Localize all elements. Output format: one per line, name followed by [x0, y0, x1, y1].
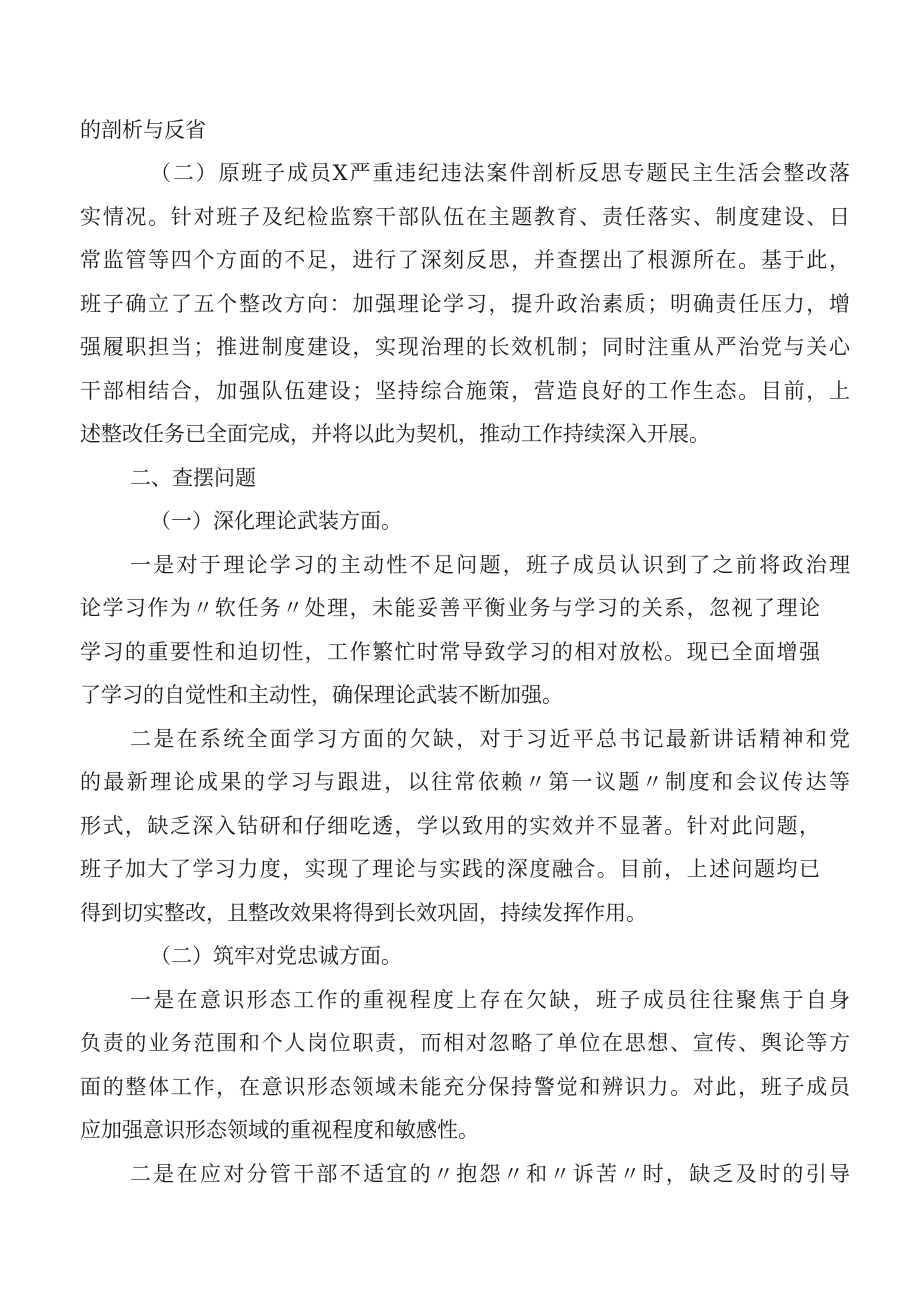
text-line: 班子加大了学习力度，实现了理论与实践的深度融合。目前，上述问题均已 [80, 857, 820, 881]
text-line: 一是在意识形态工作的重视程度上存在欠缺，班子成员往往聚焦于自身 [130, 988, 850, 1012]
text-line: 班子确立了五个整改方向：加强理论学习，提升政治素质；明确责任压力，增 [80, 292, 850, 316]
text-line: 二是在系统全面学习方面的欠缺，对于习近平总书记最新讲话精神和党 [130, 727, 850, 751]
text-line: 应加强意识形态领域的重视程度和敏感性。 [80, 1118, 479, 1142]
text-line: 学习的重要性和迫切性，工作繁忙时常导致学习的相对放松。现已全面增强 [80, 640, 820, 664]
text-line: 了学习的自觉性和主动性，确保理论武装不断加强。 [80, 683, 563, 707]
text-line: 常监管等四个方面的不足，进行了深刻反思，并查摆出了根源所在。基于此， [80, 248, 850, 272]
text-line: 干部相结合，加强队伍建设；坚持综合施策，营造良好的工作生态。目前，上 [80, 379, 850, 403]
text-line: 一是对于理论学习的主动性不足问题，班子成员认识到了之前将政治理 [130, 553, 850, 577]
text-line: 的最新理论成果的学习与跟进，以往常依赖〃第一议题〃制度和会议传达等 [80, 770, 850, 794]
text-line: 得到切实整改，且整改效果将得到长效巩固，持续发挥作用。 [80, 901, 647, 925]
text-line: 实情况。针对班子及纪检监察干部队伍在主题教育、责任落实、制度建设、日 [80, 205, 850, 229]
text-line: 述整改任务已全面完成，并将以此为契机，推动工作持续深入开展。 [80, 422, 710, 446]
text-line: 负责的业务范围和个人岗位职责，而相对忽略了单位在思想、宣传、舆论等方 [80, 1031, 850, 1055]
text-line: 强履职担当；推进制度建设，实现治理的长效机制；同时注重从严治党与关心 [80, 335, 850, 359]
text-line: 的剖析与反省 [80, 118, 206, 142]
text-line: 形式，缺乏深入钻研和仔细吃透，学以致用的实效并不显著。针对此问题， [80, 814, 820, 838]
section-heading: 二、查摆问题 [130, 466, 256, 490]
text-line: 论学习作为〃软任务〃处理，未能妥善平衡业务与学习的关系，忽视了理论 [80, 596, 820, 620]
subsection-heading: （二）筑牢对党忠诚方面。 [150, 944, 402, 968]
subsection-heading: （一）深化理论武装方面。 [150, 509, 402, 533]
text-line: 面的整体工作，在意识形态领域未能充分保持警觉和辨识力。对此，班子成员 [80, 1075, 850, 1099]
text-line: 二是在应对分管干部不适宜的〃抱怨〃和〃诉苦〃时，缺乏及时的引导 [130, 1162, 850, 1186]
section-heading: （二）原班子成员X严重违纪违法案件剖析反思专题民主生活会整改落 [150, 161, 850, 185]
